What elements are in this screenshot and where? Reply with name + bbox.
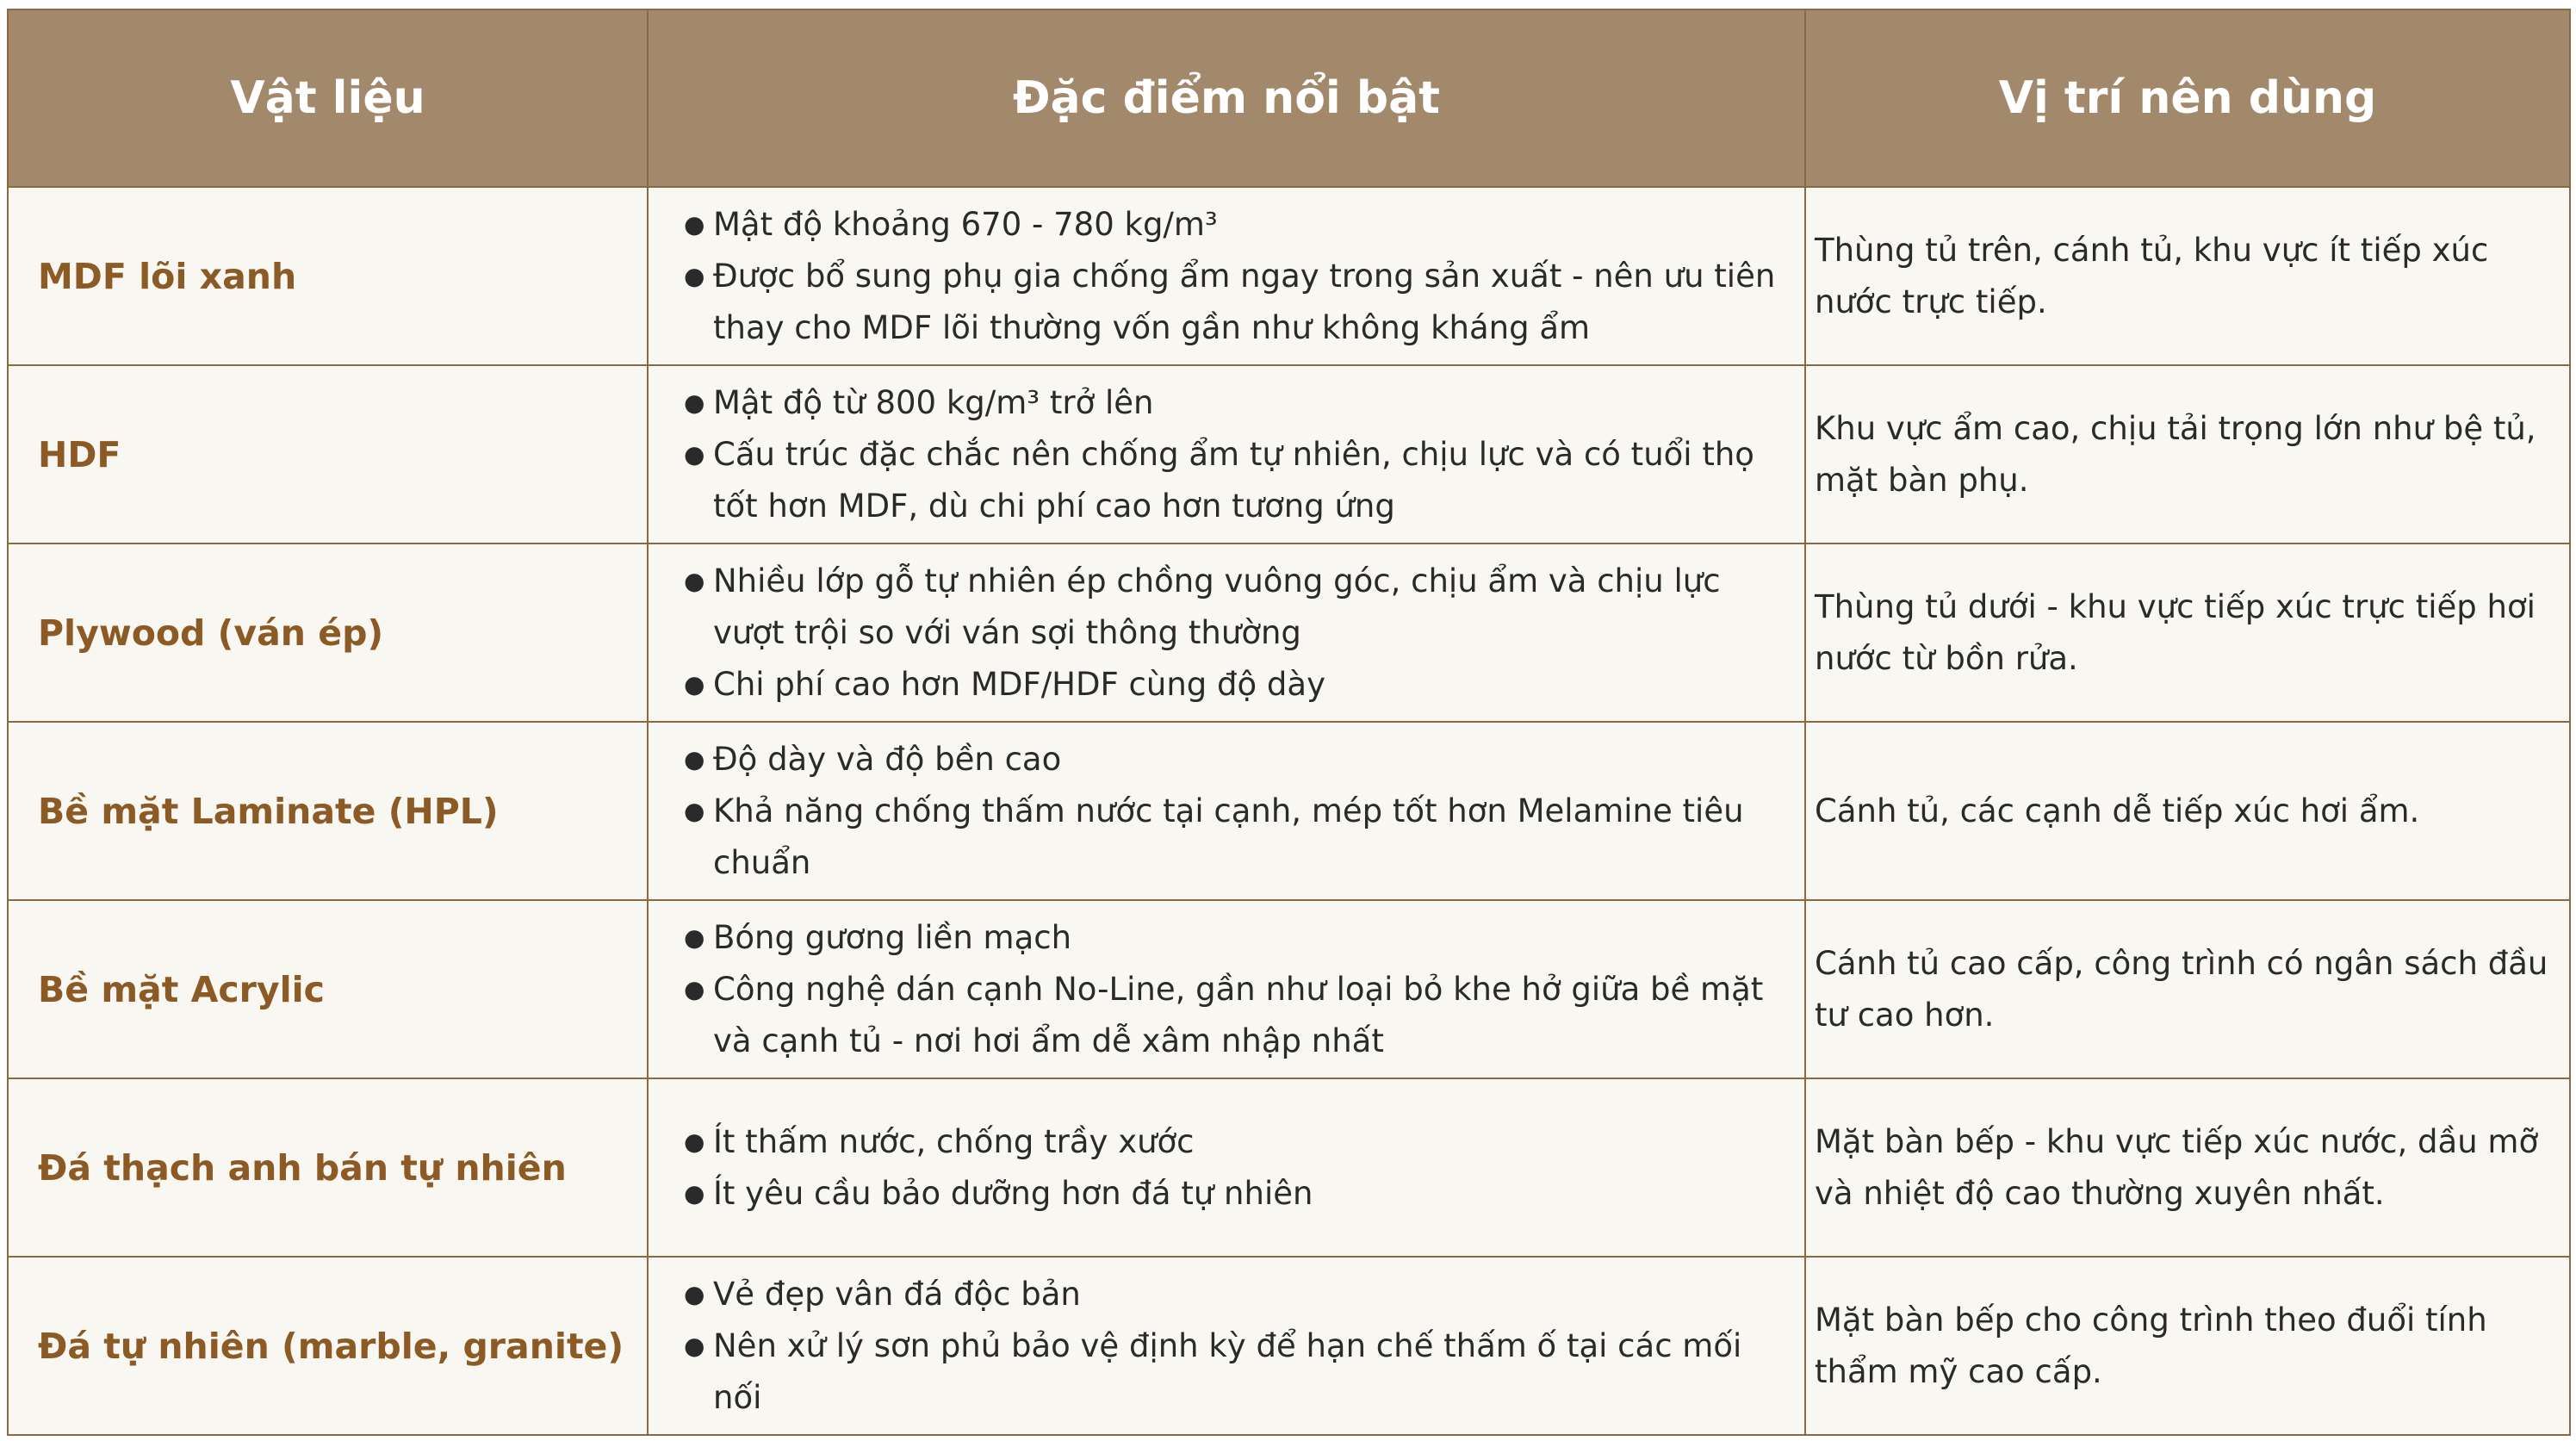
bullet-icon: ● [684,1178,705,1208]
position-cell: Thùng tủ trên, cánh tủ, khu vực ít tiếp xúc nước trực tiếp. [1805,187,2570,365]
feature-item [684,1116,1796,1168]
bullet-icon: ● [684,1279,705,1308]
features-list [674,377,1796,532]
table-row [8,722,2570,900]
feature-item [684,786,1796,889]
feature-text: Bóng gương liền mạch [713,918,1072,956]
material-name: HDF [8,365,648,543]
feature-item [684,734,1796,786]
position-cell: Khu vực ẩm cao, chịu tải trọng lớn như bệ tủ, mặt bàn phụ. [1805,365,2570,543]
feature-text: Nên xử lý sơn phủ bảo vệ định kỳ để hạn chế thấm ố tại các mối nối [713,1326,1742,1416]
bullet-icon: ● [684,974,705,1003]
bullet-icon: ● [684,1331,705,1360]
features-cell [648,187,1805,365]
feature-text: Cấu trúc đặc chắc nên chống ẩm tự nhiên, chịu lực và có tuổi thọ tốt hơn MDF, dù chi phí cao hơn tương ứng [713,435,1754,525]
position-cell: Mặt bàn bếp - khu vực tiếp xúc nước, dầu mỡ và nhiệt độ cao thường xuyên nhất. [1805,1078,2570,1257]
table-row [8,900,2570,1078]
feature-item [684,964,1796,1067]
material-name: Bề mặt Laminate (HPL) [8,722,648,900]
position-cell: Cánh tủ cao cấp, công trình có ngân sách đầu tư cao hơn. [1805,900,2570,1078]
header-position: Vị trí nên dùng [1805,9,2570,187]
feature-item [684,1168,1796,1220]
table-row [8,1078,2570,1257]
material-name: Đá thạch anh bán tự nhiên [8,1078,648,1257]
feature-item [684,912,1796,964]
features-cell [648,900,1805,1078]
feature-item [684,377,1796,429]
bullet-icon: ● [684,388,705,417]
bullet-icon: ● [684,1127,705,1156]
header-features: Đặc điểm nổi bật [648,9,1805,187]
feature-text: Được bổ sung phụ gia chống ẩm ngay trong sản xuất - nên ưu tiên thay cho MDF lõi thường vốn gần như không kháng ẩm [713,257,1776,346]
material-comparison-table-wrapper [7,9,2569,1434]
features-cell [648,365,1805,543]
features-cell [648,1257,1805,1435]
features-list [674,1116,1796,1220]
feature-item [684,556,1796,659]
feature-text: Khả năng chống thấm nước tại cạnh, mép tốt hơn Melamine tiêu chuẩn [713,792,1744,881]
table-header-row [8,9,2570,187]
features-list [674,199,1796,354]
feature-text: Nhiều lớp gỗ tự nhiên ép chồng vuông góc, chịu ẩm và chịu lực vượt trội so với ván sợi thông thường [713,562,1721,651]
table-row [8,1257,2570,1435]
feature-text: Mật độ từ 800 kg/m³ trở lên [713,383,1154,421]
position-cell: Mặt bàn bếp cho công trình theo đuổi tính thẩm mỹ cao cấp. [1805,1257,2570,1435]
table-row [8,543,2570,722]
feature-item [684,199,1796,251]
features-cell [648,543,1805,722]
header-material: Vật liệu [8,9,648,187]
bullet-icon: ● [684,261,705,290]
bullet-icon: ● [684,209,705,239]
table-row [8,187,2570,365]
features-cell [648,722,1805,900]
features-list [674,556,1796,711]
feature-item [684,1269,1796,1320]
feature-item [684,1320,1796,1424]
bullet-icon: ● [684,439,705,469]
material-comparison-table [7,9,2571,1436]
feature-text: Ít yêu cầu bảo dưỡng hơn đá tự nhiên [713,1174,1313,1212]
bullet-icon: ● [684,669,705,699]
features-cell [648,1078,1805,1257]
position-cell: Thùng tủ dưới - khu vực tiếp xúc trực tiếp hơi nước từ bồn rửa. [1805,543,2570,722]
feature-text: Mật độ khoảng 670 - 780 kg/m³ [713,205,1218,243]
features-list [674,1269,1796,1424]
feature-text: Chi phí cao hơn MDF/HDF cùng độ dày [713,665,1325,703]
feature-text: Công nghệ dán cạnh No-Line, gần như loại bỏ khe hở giữa bề mặt và cạnh tủ - nơi hơi ẩm dễ xâm nhập nhất [713,970,1764,1059]
feature-text: Ít thấm nước, chống trầy xước [713,1122,1195,1160]
table-row [8,365,2570,543]
bullet-icon: ● [684,922,705,952]
feature-item [684,659,1796,711]
feature-item [684,251,1796,354]
feature-text: Vẻ đẹp vân đá độc bản [713,1275,1081,1313]
feature-text: Độ dày và độ bền cao [713,740,1062,778]
material-name: MDF lõi xanh [8,187,648,365]
material-name: Plywood (ván ép) [8,543,648,722]
bullet-icon: ● [684,566,705,595]
feature-item [684,429,1796,532]
features-list [674,912,1796,1067]
material-name: Đá tự nhiên (marble, granite) [8,1257,648,1435]
bullet-icon: ● [684,744,705,773]
position-cell: Cánh tủ, các cạnh dễ tiếp xúc hơi ẩm. [1805,722,2570,900]
features-list [674,734,1796,889]
bullet-icon: ● [684,796,705,825]
material-name: Bề mặt Acrylic [8,900,648,1078]
